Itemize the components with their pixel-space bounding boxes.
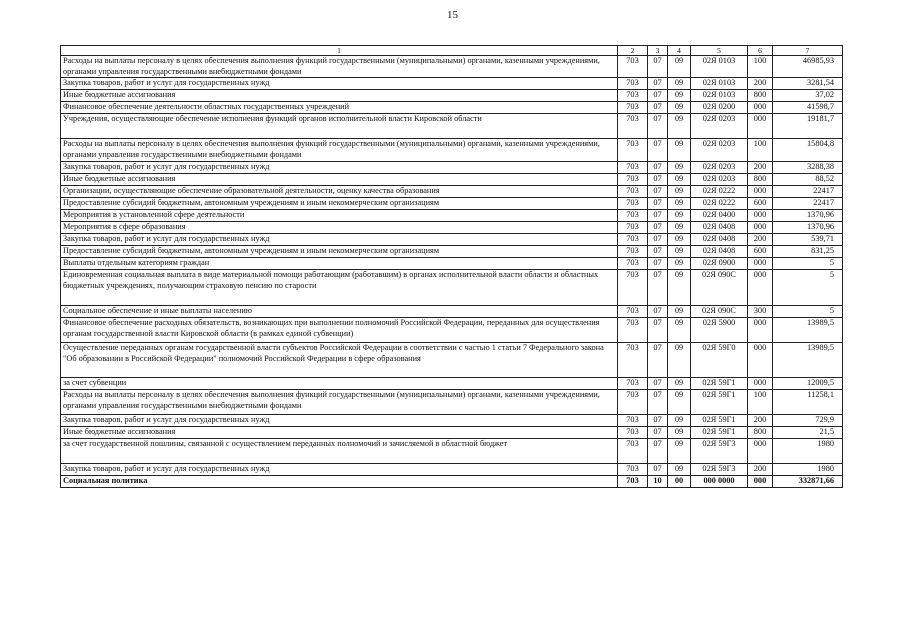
table-row <box>61 56 843 78</box>
row-description: Финансовое обеспечение расходных обязательств, возникающих при выполнении полномочий Российской Федерации, переданных для осуществления органам государственной власти Кировской области (в рамках единой субвенции) <box>61 318 618 343</box>
header-col-3: 3 <box>648 46 668 56</box>
row-expense-type-code: 000 <box>748 318 773 343</box>
row-subsection-code: 09 <box>668 258 691 270</box>
row-target-article-code: 02Я 59Г1 <box>691 390 748 415</box>
row-description: Расходы на выплаты персоналу в целях обеспечения выполнения функций государственными (муниципальными) органами, казенными учреждениями, органами управления государственными внебюджетными фондами <box>61 139 618 162</box>
row-amount: 1980 <box>773 464 843 476</box>
row-ministry-code: 703 <box>618 306 648 318</box>
row-description: Иные бюджетные ассигнования <box>61 427 618 439</box>
row-target-article-code: 02Я 0203 <box>691 162 748 174</box>
table-row <box>61 390 843 415</box>
row-amount: 5 <box>773 270 843 306</box>
table-row <box>61 318 843 343</box>
page-number: 15 <box>447 9 458 21</box>
row-ministry-code: 703 <box>618 114 648 139</box>
row-description: Расходы на выплаты персоналу в целях обеспечения выполнения функций государственными (муниципальными) органами, казенными учреждениями, органами управления государственными внебюджетными фондами <box>61 56 618 78</box>
row-subsection-code: 09 <box>668 415 691 427</box>
table-row <box>61 198 843 210</box>
row-amount: 13989,5 <box>773 343 843 378</box>
row-description: Выплаты отдельным категориям граждан <box>61 258 618 270</box>
table-row <box>61 378 843 390</box>
table-row <box>61 464 843 476</box>
row-target-article-code: 02Я 0408 <box>691 246 748 258</box>
row-expense-type-code: 000 <box>748 378 773 390</box>
row-section-code: 07 <box>648 246 668 258</box>
row-description: Иные бюджетные ассигнования <box>61 90 618 102</box>
row-target-article-code: 000 0000 <box>691 476 748 488</box>
row-target-article-code: 02Я 59Г1 <box>691 427 748 439</box>
row-ministry-code: 703 <box>618 415 648 427</box>
row-amount: 22417 <box>773 198 843 210</box>
row-expense-type-code: 200 <box>748 234 773 246</box>
row-subsection-code: 09 <box>668 162 691 174</box>
table-row <box>61 210 843 222</box>
row-subsection-code: 09 <box>668 90 691 102</box>
row-target-article-code: 02Я 59Г1 <box>691 415 748 427</box>
row-section-code: 07 <box>648 186 668 198</box>
row-expense-type-code: 100 <box>748 139 773 162</box>
row-ministry-code: 703 <box>618 186 648 198</box>
row-ministry-code: 703 <box>618 270 648 306</box>
row-subsection-code: 09 <box>668 390 691 415</box>
row-section-code: 07 <box>648 318 668 343</box>
row-ministry-code: 703 <box>618 258 648 270</box>
row-expense-type-code: 000 <box>748 186 773 198</box>
row-description: Учреждения, осуществляющие обеспечение исполнения функций органов исполнительной власти Кировской области <box>61 114 618 139</box>
row-amount: 5 <box>773 258 843 270</box>
row-description: Организации, осуществляющие обеспечение образовательной деятельности, оценку качества образования <box>61 186 618 198</box>
row-target-article-code: 02Я 59Г3 <box>691 464 748 476</box>
row-section-code: 07 <box>648 198 668 210</box>
row-target-article-code: 02Я 090С <box>691 270 748 306</box>
row-expense-type-code: 000 <box>748 476 773 488</box>
row-ministry-code: 703 <box>618 174 648 186</box>
row-target-article-code: 02Я 0408 <box>691 234 748 246</box>
row-expense-type-code: 300 <box>748 306 773 318</box>
row-subsection-code: 09 <box>668 343 691 378</box>
row-expense-type-code: 200 <box>748 78 773 90</box>
row-expense-type-code: 000 <box>748 114 773 139</box>
row-section-code: 10 <box>648 476 668 488</box>
row-ministry-code: 703 <box>618 343 648 378</box>
row-expense-type-code: 600 <box>748 246 773 258</box>
row-subsection-code: 09 <box>668 234 691 246</box>
row-subsection-code: 09 <box>668 427 691 439</box>
table-row <box>61 114 843 139</box>
row-description: Социальное обеспечение и иные выплаты населению <box>61 306 618 318</box>
row-section-code: 07 <box>648 174 668 186</box>
row-ministry-code: 703 <box>618 162 648 174</box>
row-ministry-code: 703 <box>618 234 648 246</box>
row-description: Закупка товаров, работ и услуг для государственных нужд <box>61 162 618 174</box>
row-subsection-code: 09 <box>668 318 691 343</box>
row-amount: 37,02 <box>773 90 843 102</box>
row-subsection-code: 09 <box>668 210 691 222</box>
row-target-article-code: 02Я 0200 <box>691 102 748 114</box>
table-row <box>61 139 843 162</box>
table-row <box>61 476 843 488</box>
header-col-2: 2 <box>618 46 648 56</box>
row-subsection-code: 09 <box>668 222 691 234</box>
row-amount: 539,71 <box>773 234 843 246</box>
row-subsection-code: 09 <box>668 78 691 90</box>
row-amount: 11258,1 <box>773 390 843 415</box>
row-ministry-code: 703 <box>618 476 648 488</box>
row-ministry-code: 703 <box>618 139 648 162</box>
row-amount: 3281,54 <box>773 78 843 90</box>
row-expense-type-code: 600 <box>748 198 773 210</box>
row-description: за счет субвенции <box>61 378 618 390</box>
row-ministry-code: 703 <box>618 427 648 439</box>
row-target-article-code: 02Я 0103 <box>691 78 748 90</box>
row-ministry-code: 703 <box>618 210 648 222</box>
row-amount: 729,9 <box>773 415 843 427</box>
row-description: Закупка товаров, работ и услуг для государственных нужд <box>61 464 618 476</box>
row-section-code: 07 <box>648 270 668 306</box>
row-ministry-code: 703 <box>618 390 648 415</box>
row-description: Расходы на выплаты персоналу в целях обеспечения выполнения функций государственными (муниципальными) органами, казенными учреждениями, органами управления государственными внебюджетными фондами <box>61 390 618 415</box>
row-amount: 3288,38 <box>773 162 843 174</box>
row-target-article-code: 02Я 59Г0 <box>691 343 748 378</box>
row-description: Предоставление субсидий бюджетным, автономным учреждениям и иным некоммерческим организациям <box>61 246 618 258</box>
row-section-code: 07 <box>648 390 668 415</box>
row-subsection-code: 09 <box>668 306 691 318</box>
table-row <box>61 343 843 378</box>
row-ministry-code: 703 <box>618 464 648 476</box>
row-subsection-code: 09 <box>668 174 691 186</box>
row-section-code: 07 <box>648 162 668 174</box>
table-row <box>61 415 843 427</box>
row-ministry-code: 703 <box>618 78 648 90</box>
row-ministry-code: 703 <box>618 102 648 114</box>
row-target-article-code: 02Я 59Г3 <box>691 439 748 464</box>
row-ministry-code: 703 <box>618 439 648 464</box>
table-row <box>61 427 843 439</box>
row-description: Предоставление субсидий бюджетным, автономным учреждениям и иным некоммерческим организациям <box>61 198 618 210</box>
row-section-code: 07 <box>648 343 668 378</box>
row-section-code: 07 <box>648 222 668 234</box>
row-expense-type-code: 800 <box>748 427 773 439</box>
row-target-article-code: 02Я 0103 <box>691 90 748 102</box>
table-row <box>61 162 843 174</box>
row-amount: 13989,5 <box>773 318 843 343</box>
row-description: Мероприятия в сфере образования <box>61 222 618 234</box>
row-subsection-code: 00 <box>668 476 691 488</box>
row-ministry-code: 703 <box>618 318 648 343</box>
row-target-article-code: 02Я 0400 <box>691 210 748 222</box>
row-expense-type-code: 000 <box>748 258 773 270</box>
row-amount: 22417 <box>773 186 843 198</box>
table-row <box>61 186 843 198</box>
table-row <box>61 258 843 270</box>
row-section-code: 07 <box>648 427 668 439</box>
row-expense-type-code: 000 <box>748 439 773 464</box>
row-subsection-code: 09 <box>668 464 691 476</box>
row-expense-type-code: 200 <box>748 415 773 427</box>
row-ministry-code: 703 <box>618 378 648 390</box>
row-target-article-code: 02Я 0203 <box>691 174 748 186</box>
row-subsection-code: 09 <box>668 114 691 139</box>
row-section-code: 07 <box>648 102 668 114</box>
table-row <box>61 439 843 464</box>
row-section-code: 07 <box>648 210 668 222</box>
row-amount: 5 <box>773 306 843 318</box>
row-target-article-code: 02Я 0203 <box>691 114 748 139</box>
row-section-code: 07 <box>648 90 668 102</box>
row-expense-type-code: 000 <box>748 343 773 378</box>
row-subsection-code: 09 <box>668 439 691 464</box>
row-target-article-code: 02Я 090С <box>691 306 748 318</box>
row-amount: 41598,7 <box>773 102 843 114</box>
row-target-article-code: 02Я 0103 <box>691 56 748 78</box>
row-ministry-code: 703 <box>618 246 648 258</box>
row-section-code: 07 <box>648 306 668 318</box>
row-section-code: 07 <box>648 234 668 246</box>
row-expense-type-code: 000 <box>748 222 773 234</box>
row-expense-type-code: 800 <box>748 174 773 186</box>
row-description: Закупка товаров, работ и услуг для государственных нужд <box>61 78 618 90</box>
row-expense-type-code: 200 <box>748 162 773 174</box>
row-expense-type-code: 000 <box>748 270 773 306</box>
row-amount: 19181,7 <box>773 114 843 139</box>
row-target-article-code: 02Я 0408 <box>691 222 748 234</box>
table-row <box>61 222 843 234</box>
row-subsection-code: 09 <box>668 102 691 114</box>
row-subsection-code: 09 <box>668 139 691 162</box>
table-row <box>61 174 843 186</box>
row-description: Мероприятия в установленной сфере деятельности <box>61 210 618 222</box>
row-amount: 332871,66 <box>773 476 843 488</box>
table-header-row <box>61 46 843 56</box>
header-col-6: 6 <box>748 46 773 56</box>
row-expense-type-code: 000 <box>748 102 773 114</box>
row-ministry-code: 703 <box>618 90 648 102</box>
row-section-code: 07 <box>648 415 668 427</box>
row-description: Единовременная социальная выплата в виде материальной помощи работающим (работавшим) в органах исполнительной власти области и областных бюджетных учреждениях, получающим страховую пенсию по старости <box>61 270 618 306</box>
row-description: Финансовое обеспечение деятельности областных государственных учреждений <box>61 102 618 114</box>
row-amount: 21,5 <box>773 427 843 439</box>
row-subsection-code: 09 <box>668 186 691 198</box>
row-section-code: 07 <box>648 139 668 162</box>
row-ministry-code: 703 <box>618 56 648 78</box>
row-description: за счет государственной пошлины, связанной с осуществлением переданных полномочий и зачисляемой в областной бюджет <box>61 439 618 464</box>
budget-table <box>60 45 843 488</box>
row-expense-type-code: 100 <box>748 56 773 78</box>
table-row <box>61 234 843 246</box>
row-expense-type-code: 100 <box>748 390 773 415</box>
row-section-code: 07 <box>648 258 668 270</box>
header-col-4: 4 <box>668 46 691 56</box>
row-subsection-code: 09 <box>668 378 691 390</box>
row-amount: 46985,93 <box>773 56 843 78</box>
row-target-article-code: 02Я 59Г1 <box>691 378 748 390</box>
row-amount: 1980 <box>773 439 843 464</box>
row-section-code: 07 <box>648 378 668 390</box>
row-section-code: 07 <box>648 56 668 78</box>
row-target-article-code: 02Я 0203 <box>691 139 748 162</box>
row-subsection-code: 09 <box>668 270 691 306</box>
table-row <box>61 270 843 306</box>
row-ministry-code: 703 <box>618 198 648 210</box>
row-target-article-code: 02Я 0900 <box>691 258 748 270</box>
row-description: Закупка товаров, работ и услуг для государственных нужд <box>61 234 618 246</box>
table-row <box>61 306 843 318</box>
header-col-5: 5 <box>691 46 748 56</box>
row-subsection-code: 09 <box>668 56 691 78</box>
row-amount: 12009,5 <box>773 378 843 390</box>
row-target-article-code: 02Я 0222 <box>691 198 748 210</box>
row-subsection-code: 09 <box>668 246 691 258</box>
row-amount: 88,52 <box>773 174 843 186</box>
row-target-article-code: 02Я 5900 <box>691 318 748 343</box>
row-expense-type-code: 200 <box>748 464 773 476</box>
row-description: Социальная политика <box>61 476 618 488</box>
header-col-7: 7 <box>773 46 843 56</box>
header-col-1: 1 <box>61 46 618 56</box>
row-amount: 1370,96 <box>773 210 843 222</box>
row-target-article-code: 02Я 0222 <box>691 186 748 198</box>
row-description: Закупка товаров, работ и услуг для государственных нужд <box>61 415 618 427</box>
row-section-code: 07 <box>648 439 668 464</box>
row-amount: 831,25 <box>773 246 843 258</box>
table-row <box>61 246 843 258</box>
row-amount: 1370,96 <box>773 222 843 234</box>
table-row <box>61 90 843 102</box>
table-row <box>61 78 843 90</box>
row-expense-type-code: 800 <box>748 90 773 102</box>
row-subsection-code: 09 <box>668 198 691 210</box>
row-ministry-code: 703 <box>618 222 648 234</box>
row-description: Иные бюджетные ассигнования <box>61 174 618 186</box>
row-section-code: 07 <box>648 464 668 476</box>
row-description: Осуществление переданных органам государственной власти субъектов Российской Федерации в соответствии с частью 1 статьи 7 Федерального закона "Об образовании в Российской Федерации" полномочий Российской Федерации в сфере образования <box>61 343 618 378</box>
row-section-code: 07 <box>648 114 668 139</box>
row-amount: 15804,8 <box>773 139 843 162</box>
row-section-code: 07 <box>648 78 668 90</box>
table-row <box>61 102 843 114</box>
row-expense-type-code: 000 <box>748 210 773 222</box>
